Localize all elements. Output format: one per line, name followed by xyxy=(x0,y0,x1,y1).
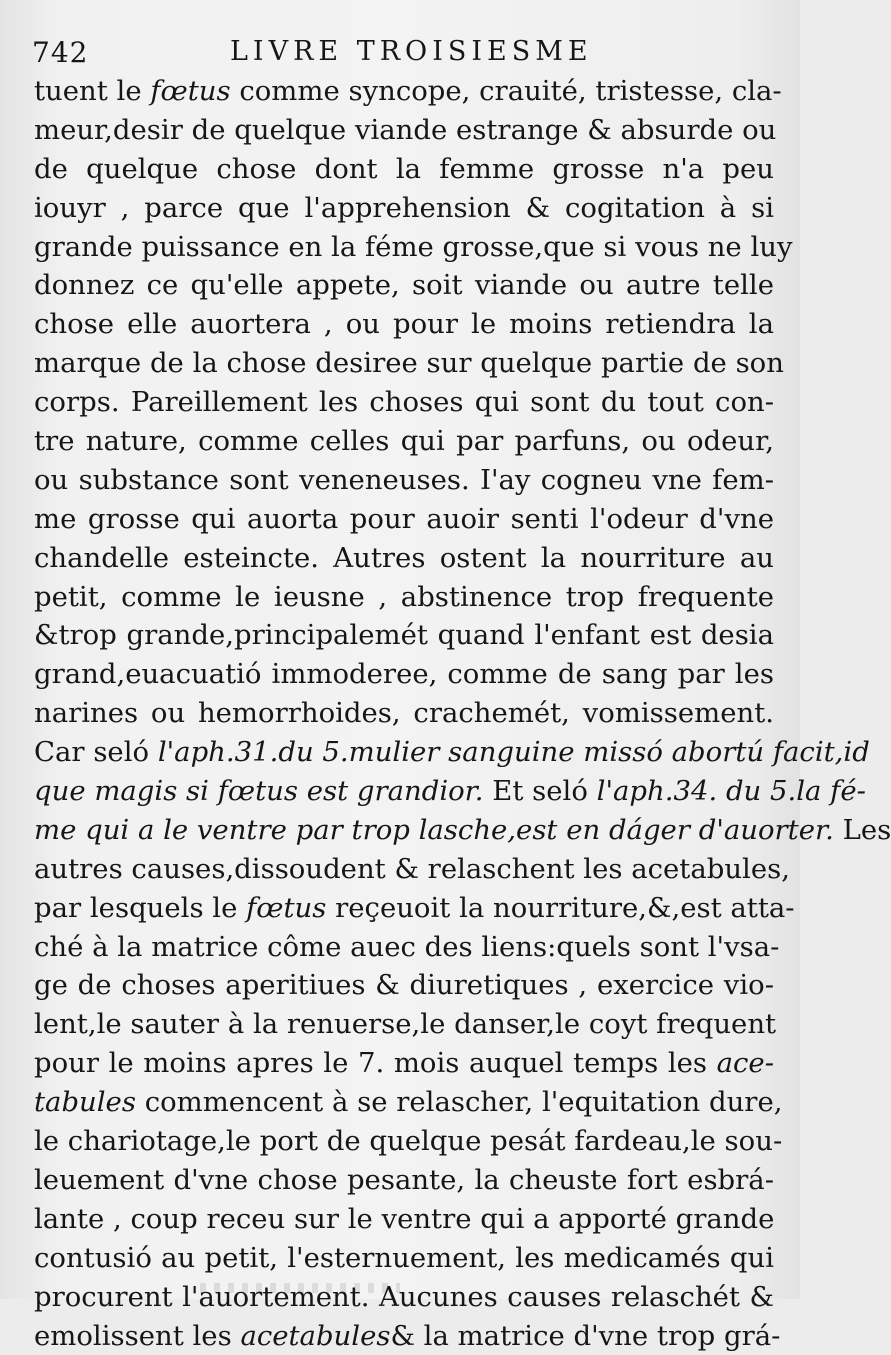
text-segment: lent,le sauter à la renuerse,le danser,le coyt frequent xyxy=(34,1008,776,1040)
text-line xyxy=(34,150,774,189)
text-segment: commencent à se relascher, l'equitation dure, xyxy=(136,1086,783,1118)
text-line xyxy=(34,655,774,694)
text-line xyxy=(34,228,774,267)
text-segment: contusió au petit, l'esternuement, les medicamés qui xyxy=(34,1242,774,1274)
text-segment: corps. Pareillement les choses qui sont du tout con- xyxy=(34,386,774,418)
text-segment: leuement d'vne chose pesante, la cheuste fort esbrá- xyxy=(34,1164,774,1196)
text-segment: donnez ce qu'elle appete, soit viande ou autre telle xyxy=(34,269,774,301)
text-line xyxy=(34,1239,774,1278)
text-segment: procurent l'auortement. Aucunes causes relaschét & xyxy=(34,1281,774,1313)
text-segment: iouyr , parce que l'apprehension & cogitation à si xyxy=(34,192,774,224)
text-line xyxy=(34,616,774,655)
text-segment: meur,desir de quelque viande estrange & absurde ou xyxy=(34,114,776,146)
text-line xyxy=(34,305,774,344)
text-segment: tre nature, comme celles qui par parfuns, ou odeur, xyxy=(34,425,774,457)
text-segment: Les xyxy=(834,814,891,846)
text-segment: narines ou hemorrhoides, crachemét, vomissement. xyxy=(34,697,774,729)
italic-segment: fœtus xyxy=(246,892,326,924)
text-line xyxy=(34,500,774,539)
page-header xyxy=(30,30,770,70)
text-segment: tuent le xyxy=(34,75,150,107)
italic-segment: acetabules xyxy=(240,1320,390,1352)
text-segment: ou substance sont veneneuses. I'ay cogneu vne fem- xyxy=(34,464,774,496)
text-segment: reçeuoit la nourriture,&,est atta- xyxy=(326,892,794,924)
text-line xyxy=(34,422,774,461)
text-line xyxy=(34,1083,774,1122)
text-line xyxy=(34,461,774,500)
italic-segment: que magis si fœtus est grandior. xyxy=(34,775,484,807)
text-segment: & la matrice d'vne trop grá- xyxy=(390,1320,780,1352)
text-line xyxy=(34,811,774,850)
text-line xyxy=(34,966,774,1005)
text-line xyxy=(34,344,774,383)
text-line xyxy=(34,539,774,578)
text-line xyxy=(34,1278,774,1317)
italic-segment: me qui a le ventre par trop lasche,est en dáger d'auorter. xyxy=(34,814,834,846)
text-segment: Et seló xyxy=(484,775,597,807)
text-line xyxy=(34,72,774,111)
text-line xyxy=(34,1317,774,1355)
text-line xyxy=(34,928,774,967)
bleed-through-mark xyxy=(200,1283,400,1293)
text-segment: chandelle esteincte. Autres ostent la nourriture au xyxy=(34,542,774,574)
text-line xyxy=(34,1044,774,1083)
text-segment: emolissent les xyxy=(34,1320,240,1352)
running-title: LIVRE TROISIESME xyxy=(230,36,593,67)
text-segment: me grosse qui auorta pour auoir senti l'odeur d'vne xyxy=(34,503,774,535)
text-line xyxy=(34,694,774,733)
text-line xyxy=(34,1161,774,1200)
text-segment: pour le moins apres le 7. mois auquel temps les xyxy=(34,1047,717,1079)
text-line xyxy=(34,383,774,422)
text-line xyxy=(34,1005,774,1044)
text-line xyxy=(34,850,774,889)
text-segment: de quelque chose dont la femme grosse n'a peu xyxy=(34,153,774,185)
text-segment: comme syncope, crauité, tristesse, cla- xyxy=(231,75,782,107)
text-segment: &trop grande,principalemét quand l'enfant est desia xyxy=(34,619,774,651)
text-line xyxy=(34,1200,774,1239)
text-segment: ge de choses aperitiues & diuretiques , exercice vio- xyxy=(34,969,774,1001)
text-segment: grand,euacuatió immoderee, comme de sang par les xyxy=(34,658,774,690)
text-line xyxy=(34,889,774,928)
text-segment: par lesquels le xyxy=(34,892,246,924)
italic-segment: fœtus xyxy=(150,75,230,107)
text-line xyxy=(34,733,774,772)
text-line xyxy=(34,266,774,305)
text-segment: petit, comme le ieusne , abstinence trop frequente xyxy=(34,581,774,613)
italic-segment: ace- xyxy=(717,1047,774,1079)
body-text xyxy=(34,72,774,1355)
text-segment: marque de la chose desiree sur quelque partie de son xyxy=(34,347,784,379)
text-segment: lante , coup receu sur le ventre qui a apporté grande xyxy=(34,1203,774,1235)
italic-segment: l'aph.34. du 5.la fé- xyxy=(597,775,866,807)
page-number: 742 xyxy=(32,36,88,69)
text-segment: Car seló xyxy=(34,736,158,768)
text-segment: chose elle auortera , ou pour le moins retiendra la xyxy=(34,308,774,340)
text-segment: autres causes,dissoudent & relaschent les acetabules, xyxy=(34,853,790,885)
text-segment: grande puissance en la féme grosse,que si vous ne luy xyxy=(34,231,793,263)
text-line xyxy=(34,772,774,811)
text-segment: le chariotage,le port de quelque pesát fardeau,le sou- xyxy=(34,1125,782,1157)
italic-segment: tabules xyxy=(34,1086,136,1118)
text-segment: ché à la matrice côme auec des liens:quels sont l'vsa- xyxy=(34,931,779,963)
text-line xyxy=(34,111,774,150)
text-line xyxy=(34,1122,774,1161)
text-line xyxy=(34,189,774,228)
text-line xyxy=(34,578,774,617)
italic-segment: l'aph.31.du 5.mulier sanguine missó abortú facit,id xyxy=(158,736,870,768)
